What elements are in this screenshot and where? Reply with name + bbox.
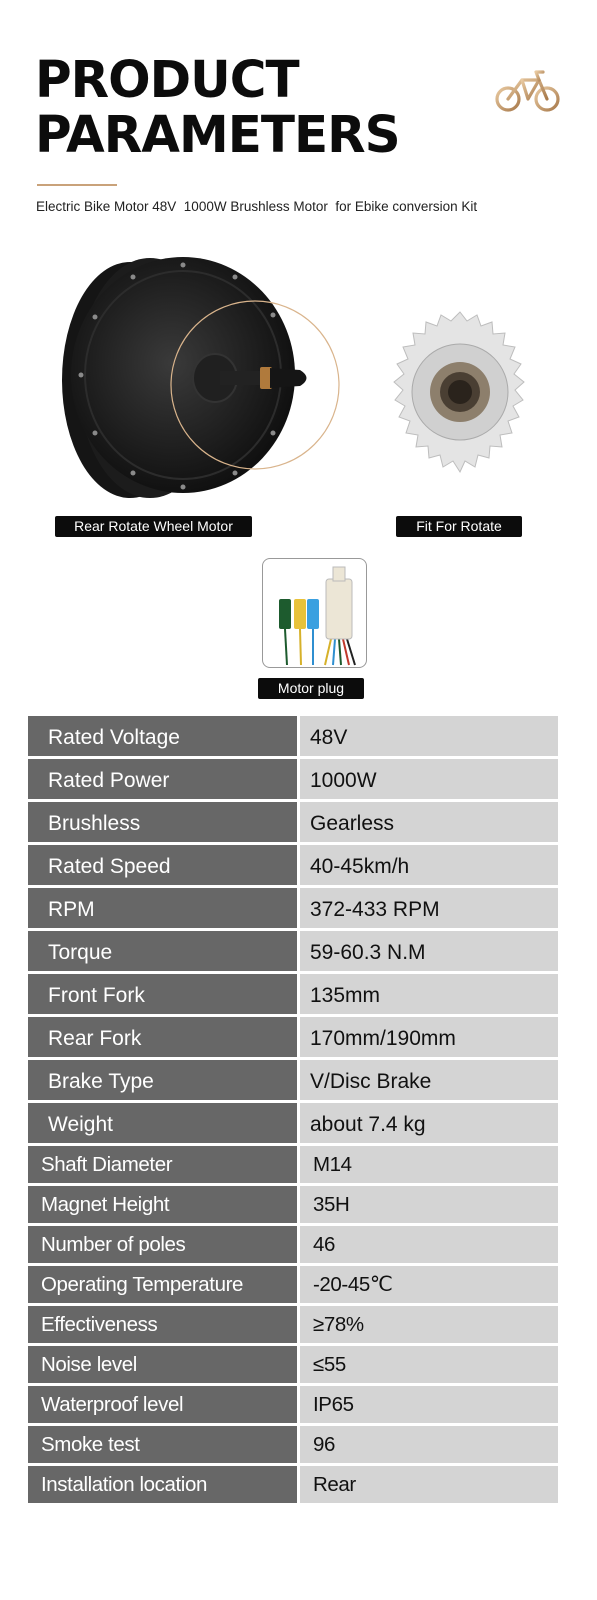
spec-row: [28, 1386, 558, 1426]
motor-plug-image: [262, 558, 367, 668]
spec-key: Number of poles: [41, 1232, 186, 1256]
spec-key: Magnet Height: [41, 1192, 170, 1216]
plug-label: Motor plug: [258, 678, 364, 699]
spec-key: Waterproof level: [41, 1392, 184, 1416]
spec-key: Rated Speed: [48, 855, 171, 878]
spec-value: Rear: [313, 1472, 356, 1496]
spec-value: 46: [313, 1232, 336, 1256]
spec-table: [28, 716, 558, 1506]
spec-key: Torque: [48, 941, 113, 964]
spec-row: [28, 888, 558, 931]
spec-value: IP65: [313, 1392, 354, 1416]
spec-row: [28, 1306, 558, 1346]
spec-key: Smoke test: [41, 1432, 140, 1456]
spec-row: [28, 1426, 558, 1466]
spec-row: [28, 1266, 558, 1306]
spec-row: [28, 716, 558, 759]
spec-row: [28, 759, 558, 802]
spec-key: Effectiveness: [41, 1312, 158, 1336]
spec-key: Brushless: [48, 812, 141, 835]
spec-value: 35H: [313, 1192, 350, 1216]
spec-row: [28, 802, 558, 845]
spec-key: Rated Power: [48, 769, 170, 792]
spec-key: Operating Temperature: [41, 1272, 244, 1296]
spec-row: [28, 931, 558, 974]
spec-key: Installation location: [41, 1472, 207, 1496]
spec-row: [28, 1060, 558, 1103]
spec-value: V/Disc Brake: [310, 1070, 432, 1093]
spec-row: [28, 974, 558, 1017]
spec-row: [28, 845, 558, 888]
page-title: [35, 49, 400, 165]
spec-value: 372-433 RPM: [310, 898, 440, 921]
freewheel-cassette-image: [385, 285, 535, 500]
spec-value: 59-60.3 N.M: [310, 941, 426, 964]
spec-value: 1000W: [310, 769, 377, 792]
spec-key: Front Fork: [48, 984, 145, 1007]
spec-value: 96: [313, 1432, 336, 1456]
spec-row: [28, 1466, 558, 1506]
spec-value: 48V: [310, 726, 348, 749]
spec-value: M14: [313, 1152, 352, 1176]
spec-value: ≥78%: [313, 1312, 364, 1336]
spec-value: ≤55: [313, 1352, 346, 1376]
spec-key: RPM: [48, 898, 95, 921]
spec-value: -20-45℃: [313, 1273, 393, 1296]
spec-row: [28, 1017, 558, 1060]
spec-row: [28, 1186, 558, 1226]
spec-key: Weight: [48, 1113, 113, 1136]
spec-value: Gearless: [310, 812, 395, 835]
product-subtitle: Electric Bike Motor 48V 1000W Brushless Motor for Ebike conversion Kit: [36, 199, 478, 214]
title-line-1: PRODUCT: [35, 49, 299, 110]
spec-row: [28, 1226, 558, 1266]
hub-motor-image: [55, 255, 340, 500]
spec-row: [28, 1146, 558, 1186]
bicycle-icon: [495, 68, 561, 114]
motor-label: Rear Rotate Wheel Motor: [55, 516, 252, 537]
spec-key: Rear Fork: [48, 1027, 142, 1050]
spec-key: Brake Type: [48, 1070, 154, 1093]
spec-key: Rated Voltage: [48, 726, 180, 749]
spec-key: Noise level: [41, 1352, 137, 1376]
spec-row: [28, 1103, 558, 1146]
spec-value: 135mm: [310, 984, 381, 1007]
spec-value: about 7.4 kg: [310, 1113, 426, 1136]
spec-key: Shaft Diameter: [41, 1152, 173, 1176]
spec-value: 170mm/190mm: [310, 1027, 456, 1050]
title-line-2: PARAMETERS: [35, 104, 400, 165]
title-divider: [37, 184, 117, 186]
spec-row: [28, 1346, 558, 1386]
spec-value: 40-45km/h: [310, 855, 410, 878]
cassette-label: Fit For Rotate: [396, 516, 522, 537]
